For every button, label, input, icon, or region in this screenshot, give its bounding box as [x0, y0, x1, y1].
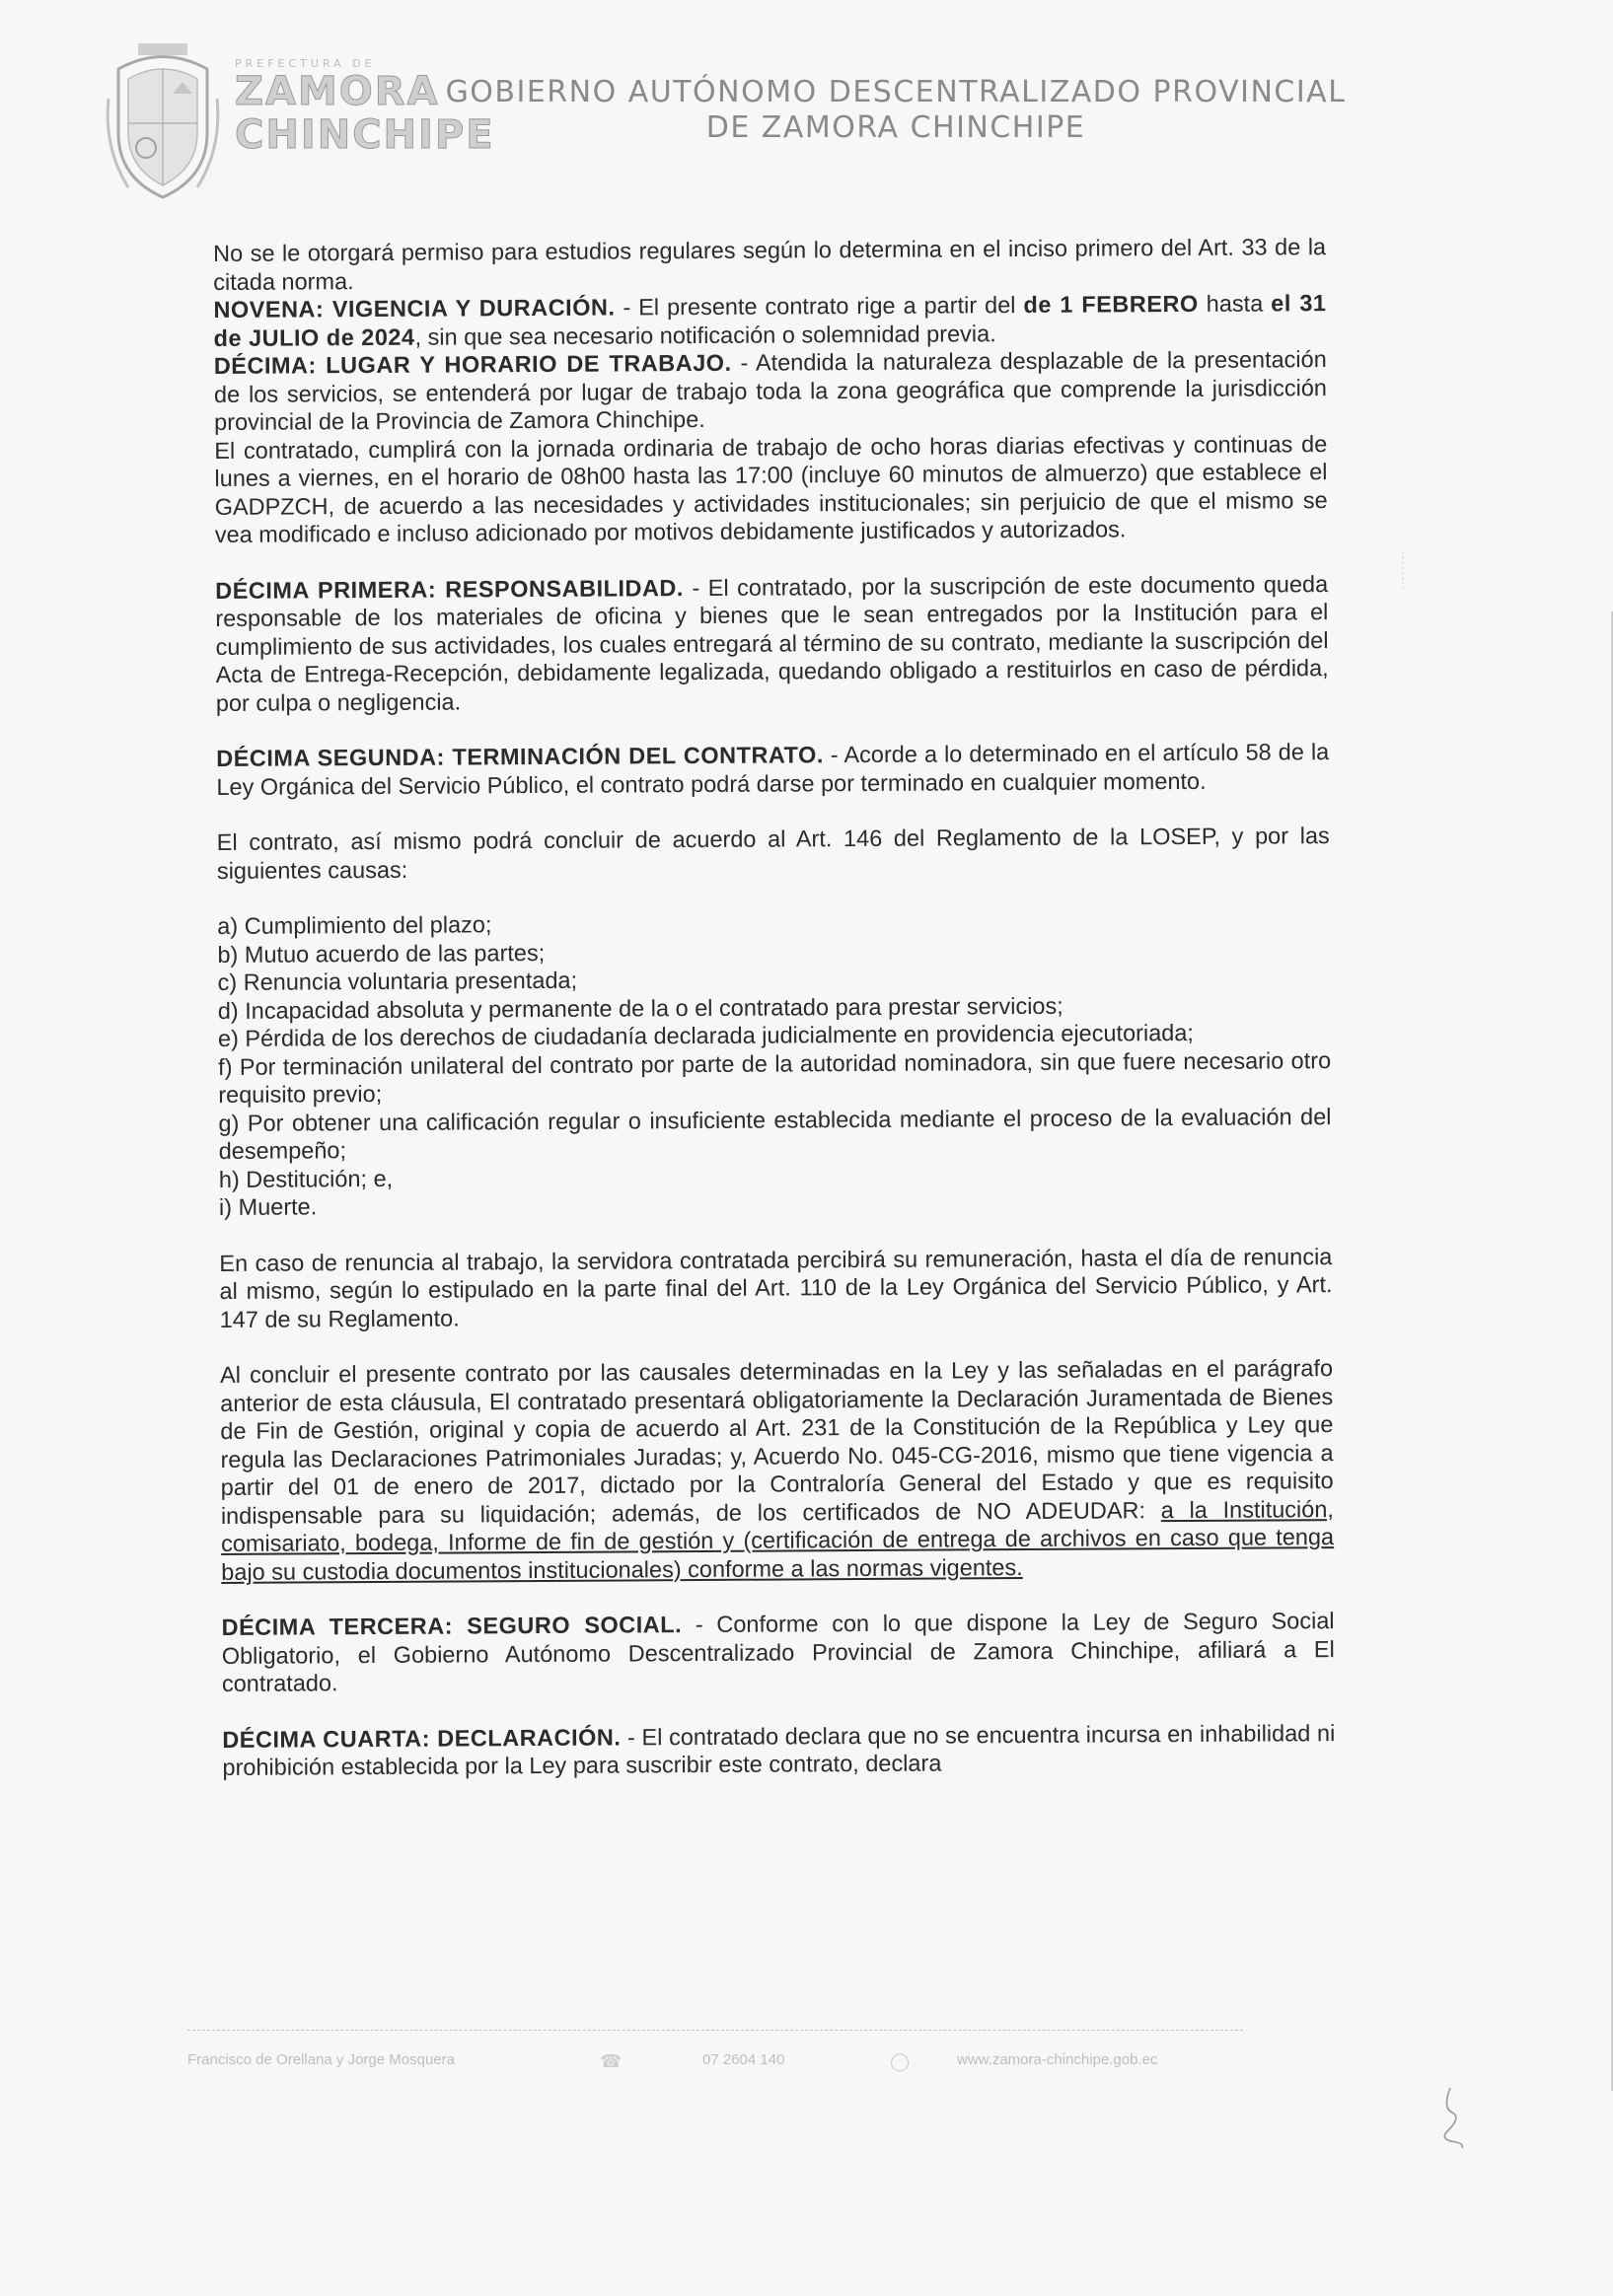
clause-title: DÉCIMA CUARTA: DECLARACIÓN. [222, 1724, 622, 1753]
footer-phone: 07 2604 140 [702, 2051, 785, 2068]
contract-body [213, 233, 1336, 1781]
clause-novena: NOVENA: VIGENCIA Y DURACIÓN. - El presente contrato rige a partir del de 1 FEBRERO hasta el 31 de JULIO de 2024, sin que sea necesario notificación o solemnidad previa. [213, 290, 1327, 351]
paragraph-termination-causes-intro: El contrato, así mismo podrá concluir de acuerdo al Art. 146 del Reglamento de la LOSEP, y por las siguientes causas: [216, 823, 1330, 884]
clause-title: DÉCIMA: LUGAR Y HORARIO DE TRABAJO. [213, 349, 732, 379]
brand-wordmark [235, 57, 495, 158]
clause-decima: DÉCIMA: LUGAR Y HORARIO DE TRABAJO. - Atendida la naturaleza desplazable de la presentación de los servicios, se entenderá por lugar de trabajo toda la zona geográfica que comprende la jurisdicción provincial de la Provincia de Zamora Chinchipe. [213, 346, 1328, 435]
list-item: f) Por terminación unilateral del contrato por parte de la autoridad nominadora, sin que fuere necesario otro requisito previo; [218, 1046, 1332, 1108]
paragraph-resignation: En caso de renuncia al trabajo, la servidora contratada percibirá su remuneración, hasta el día de renuncia al mismo, según lo estipulado en la parte final del Art. 110 de la Ley Orgánica del Servicio Público, y Art. 147 de su Reglamento. [219, 1243, 1333, 1332]
page-footer [187, 2051, 1273, 2081]
list-item: h) Destitución; e, [218, 1165, 394, 1192]
institution-title [442, 75, 1350, 146]
list-item: b) Mutuo acuerdo de las partes; [217, 939, 546, 968]
paragraph-contract-conclusion: Al concluir el presente contrato por las causales determinadas en la Ley y las señaladas en el parágrafo anterior de esta cláusula, El contratado presentará obligatoriamente la Declaración Juramentada de Bienes de Fin de Gestión, original y copia de acuerdo al Art. 231 de la Constitución de la República y Ley que regula las Declaraciones Patrimoniales Juradas; y, Acuerdo No. 045-CG-2016, mismo que tiene vigencia a partir del 01 de enero de 2017, dictado por la Contraloría General del Estado y que es requisito indispensable para su liquidación; además, de los certificados de NO ADEUDAR: a la Institución, comisariato, bodega, Informe de fin de gestión y (certificación de entrega de archivos en caso que tenga bajo su custodia documentos institucionales) conforme a las normas vigentes. [219, 1355, 1335, 1585]
clause-decima-tercera: DÉCIMA TERCERA: SEGURO SOCIAL. - Conforme con lo que dispone la Ley de Seguro Social Obligatorio, el Gobierno Autónomo Descentralizado Provincial de Zamora Chinchipe, afiliará a El contratado. [221, 1608, 1335, 1696]
brand-line-1: ZAMORA [235, 69, 440, 114]
footer-divider [187, 2030, 1243, 2031]
list-item: e) Pérdida de los derechos de ciudadanía declarada judicialmente en providencia ejecutoriada; [217, 1019, 1194, 1051]
institution-title-line-1: GOBIERNO AUTÓNOMO DESCENTRALIZADO PROVINCIAL [445, 75, 1347, 109]
handwritten-initial [1432, 2083, 1472, 2152]
clause-decima-primera: DÉCIMA PRIMERA: RESPONSABILIDAD. - El contratado, por la suscripción de este documento queda responsable de los materiales de oficina y bienes que le sean entregados por la Institución para el cumplimiento de sus actividades, los cuales entregará al término de su contrato, mediante la suscripción del Acta de Entrega-Recepción, debidamente legalizada, quedando obligado a restituirlos en caso de pérdida, por culpa o negligencia. [215, 570, 1329, 716]
coat-of-arms-logo [99, 39, 227, 207]
brand-line-2: CHINCHIPE [235, 112, 495, 158]
list-item: i) Muerte. [218, 1193, 318, 1220]
footer-address: Francisco de Orellana y Jorge Mosquera [187, 2051, 455, 2068]
termination-causes-list [217, 905, 1332, 1221]
list-item: c) Renuncia voluntaria presentada; [217, 967, 578, 995]
phone-icon: ☎ [600, 2051, 623, 2071]
clause-title: DÉCIMA SEGUNDA: TERMINACIÓN DEL CONTRATO. [216, 742, 824, 771]
list-item: g) Por obtener una calificación regular o insuficiente establecida mediante el proceso de la evaluación del desempeño; [218, 1103, 1332, 1164]
brand-small-text: PREFECTURA DE [235, 57, 376, 70]
globe-icon: ◯ [890, 2051, 911, 2071]
clause-title: DÉCIMA TERCERA: SEGURO SOCIAL. [221, 1612, 683, 1640]
footer-website: www.zamora-chinchipe.gob.ec [957, 2051, 1158, 2068]
scan-mark [1401, 552, 1405, 592]
list-item: d) Incapacidad absoluta y permanente de la o el contratado para prestar servicios; [217, 992, 1063, 1024]
underlined-requirements: a la Institución, comisariato, bodega, Informe de fin de gestión y (certificación de entrega de archivos en caso que tenga bajo su custodia documentos institucionales) conforme a las normas vigentes. [220, 1495, 1335, 1585]
clause-title: NOVENA: VIGENCIA Y DURACIÓN. [213, 294, 616, 323]
institution-title-line-2: DE ZAMORA CHINCHIPE [705, 110, 1086, 145]
paragraph-study-permit: No se le otorgará permiso para estudios regulares según lo determina en el inciso primero del Art. 33 de la citada norma. [213, 234, 1327, 295]
list-item: a) Cumplimiento del plazo; [217, 911, 492, 939]
paragraph-working-hours: El contratado, cumplirá con la jornada ordinaria de trabajo de ocho horas diarias efectivas y continuas de lunes a viernes, en el horario de 08h00 hasta las 17:00 (incluye 60 minutos de almuerzo) que establece el GADPZCH, de acuerdo a las necesidades y actividades institucionales; sin perjuicio de que el mismo se vea modificado e incluso adicionado por motivos debidamente justificados y autorizados. [214, 430, 1328, 547]
clause-decima-cuarta: DÉCIMA CUARTA: DECLARACIÓN. - El contratado declara que no se encuentra incursa en inhabilidad ni prohibición establecida por la Ley para suscribir este contrato, declara [222, 1719, 1336, 1780]
clause-decima-segunda: DÉCIMA SEGUNDA: TERMINACIÓN DEL CONTRATO. - Acorde a lo determinado en el artículo 58 de la Ley Orgánica del Servicio Público, el contrato podrá darse por terminado en cualquier momento. [216, 739, 1330, 800]
clause-title: DÉCIMA PRIMERA: RESPONSABILIDAD. [215, 574, 684, 604]
